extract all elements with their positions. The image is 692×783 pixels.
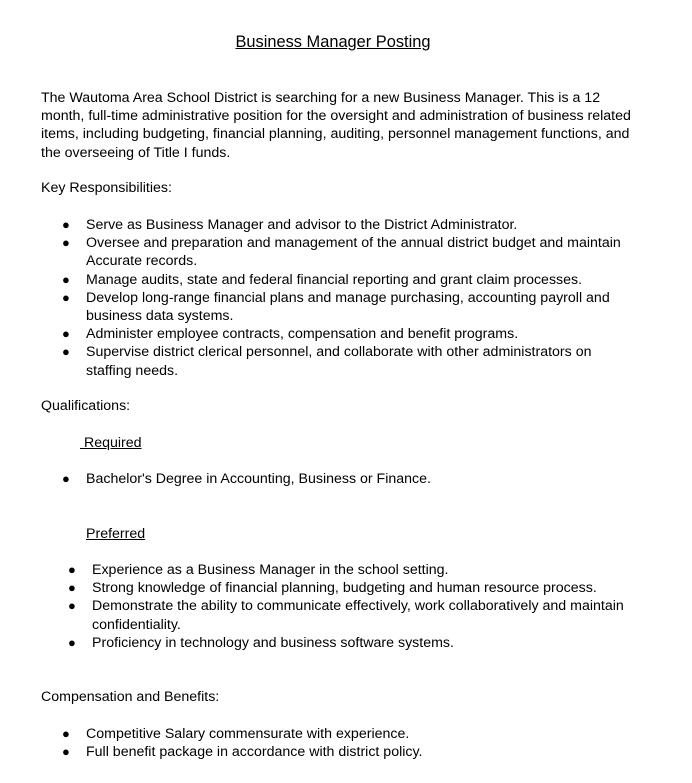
required-subheading: Required xyxy=(80,435,142,451)
list-item: ● Serve as Business Manager and advisor to the District Administrator. xyxy=(62,217,518,233)
preferred-subheading: Preferred xyxy=(86,526,146,542)
list-item: ● Demonstrate the ability to communicate effectively, work collaboratively and maintain confidentiality. xyxy=(68,598,624,633)
compensation-heading: Compensation and Benefits: xyxy=(41,689,220,705)
list-item: ● Strong knowledge of financial planning, budgeting and human resource process. xyxy=(68,580,597,597)
bullet-icon: ● xyxy=(68,634,76,650)
page-title: Business Manager Posting xyxy=(235,33,431,51)
list-item: ● Administer employee contracts, compensation and benefit programs. xyxy=(62,326,519,343)
list-item: ● Manage audits, state and federal financial reporting and grant claim processes. xyxy=(62,271,583,288)
bullet-icon: ● xyxy=(62,471,70,486)
bullet-icon: ● xyxy=(62,217,70,232)
bullet-icon: ● xyxy=(68,580,76,596)
list-item: ● Competitive Salary commensurate with experience. xyxy=(62,726,410,742)
bullet-icon: ● xyxy=(62,744,70,760)
bullet-icon: ● xyxy=(68,598,76,614)
list-item: ● Full benefit package in accordance with district policy. xyxy=(62,744,423,761)
bullet-icon: ● xyxy=(62,344,70,360)
list-item: ● Experience as a Business Manager in the school setting. xyxy=(68,562,449,578)
intro-paragraph: The Wautoma Area School District is searching for a new Business Manager. This is a 12 month, full-time administrative position for the oversight and administration of business related items, including budgeting, financial planning, auditing, personnel management functions, and the overseeing of Title I funds. xyxy=(41,90,631,161)
bullet-icon: ● xyxy=(62,326,70,342)
qualifications-heading: Qualifications: xyxy=(41,398,131,414)
list-item: ● Bachelor's Degree in Accounting, Business or Finance. xyxy=(62,471,431,487)
preferred-list xyxy=(68,561,634,652)
list-item: ● Oversee and preparation and management of the annual district budget and maintain Accurate records. xyxy=(62,235,621,270)
responsibilities-heading: Key Responsibilities: xyxy=(41,180,172,196)
bullet-icon: ● xyxy=(62,726,70,741)
required-list xyxy=(62,470,634,488)
compensation-list xyxy=(62,725,634,761)
bullet-icon: ● xyxy=(62,289,70,305)
bullet-icon: ● xyxy=(62,271,70,287)
list-item: ● Develop long-range financial plans and manage purchasing, accounting payroll and business data systems. xyxy=(62,289,610,325)
bullet-icon: ● xyxy=(62,235,70,251)
list-item: ● Supervise district clerical personnel, and collaborate with other administrators on staffing needs. xyxy=(62,344,592,379)
list-item: ● Proficiency in technology and business software systems. xyxy=(68,634,454,651)
responsibilities-list xyxy=(62,216,634,380)
bullet-icon: ● xyxy=(68,562,76,577)
